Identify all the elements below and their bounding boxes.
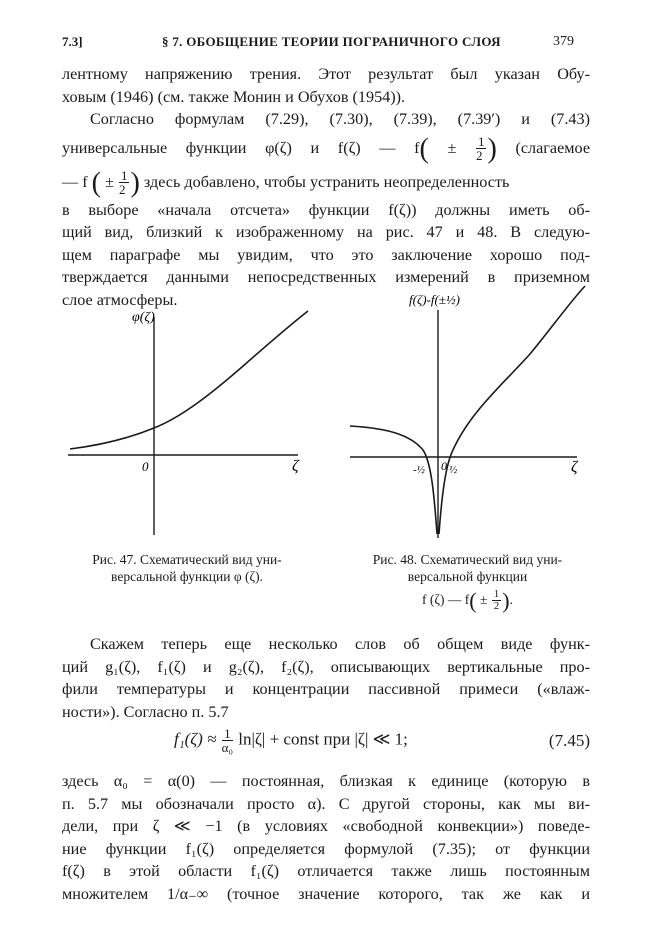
text-line: фили температуры и концентрации пассивной примеси («влаж- — [62, 680, 590, 699]
paragraph-3 — [62, 633, 590, 723]
text-line: тверждается данными непосредственных измерений в приземном — [62, 268, 590, 287]
header-section: 7.3] — [62, 34, 83, 49]
text-line: ности»). Согласно п. 5.7 — [62, 702, 229, 721]
origin-label: 0 — [142, 459, 149, 474]
equation-number: (7.45) — [548, 731, 590, 750]
fraction: $\frac{1}{\text{α₀}}$ — [221, 726, 234, 755]
pos-half-label: ½ — [449, 464, 458, 476]
text-line: множителем 1/α₋∞ (точное значение которого, так же как и — [62, 884, 590, 903]
f-curve-left — [350, 426, 437, 534]
text-line-formula: — f ( ± $\frac{1}{2}$ ) здесь добавлено, чтобы устранить неопределенность — [62, 166, 510, 198]
text-line: f(ζ) в этой области f₁(ζ) отличается также лишь постоянным — [62, 862, 590, 881]
figure-47 — [62, 295, 312, 545]
header-title: § 7. ОБОБЩЕНИЕ ТЕОРИИ ПОГРАНИЧНОГО СЛОЯ — [162, 34, 501, 49]
neg-half-label: -½ — [413, 464, 425, 476]
fraction: $\frac{1}{2}$ — [475, 134, 485, 164]
caption-48: Рис. 48. Схематический вид уни- версальной функции f (ζ) — f( ± $\frac{1}{2}$ ). — [372, 552, 563, 613]
text-line: здесь α₀ = α(0) — постоянная, близкая к единице (которую в — [62, 772, 590, 790]
text-line: дели, при ζ ≪ −1 (в условиях «свободной конвекции») поведе- — [62, 817, 590, 836]
text-line: ховым (1946) (см. также Монин и Обухов (1954)). — [62, 87, 406, 106]
paragraph-4 — [62, 770, 590, 906]
x-axis-label: ζ — [571, 459, 578, 476]
text-line: слое атмосферы. — [62, 290, 178, 309]
x-axis-label: ζ — [292, 458, 299, 475]
paragraph-1 — [62, 63, 590, 108]
running-header — [62, 34, 582, 54]
y-axis-label: f(ζ)-f(±½) — [409, 292, 461, 307]
caption-47: Рис. 47. Схематический вид уни- версальной функции φ (ζ). — [92, 552, 282, 584]
text-line: щем параграфе мы увидим, что это заключение хорошо под- — [62, 245, 590, 264]
text-line: в выборе «начала отсчета» функции f(ζ)) должны иметь об- — [62, 200, 590, 219]
equation-7-45: f₁(ζ) ≈ $\frac{1}{\text{α₀}}$ ln|ζ| + const при |ζ| ≪ 1; (7.45) — [174, 726, 590, 755]
figure-48 — [345, 282, 595, 544]
text-line: щий вид, близкий к изображенному на рис. 47 и 48. В следую- — [62, 223, 590, 242]
y-axis-label: φ(ζ) — [132, 310, 155, 325]
f-curve-right — [439, 286, 585, 534]
text-line: п. 5.7 мы обозначали просто α). С другой стороны, как мы ви- — [62, 794, 590, 813]
page-number: 379 — [553, 34, 574, 49]
text-line: лентному напряжению трения. Этот результат был указан Обу- — [62, 65, 590, 83]
text-line: Скажем теперь еще несколько слов об общем виде функ- — [90, 635, 590, 653]
text-line: ций g₁(ζ), f₁(ζ) и g₂(ζ), f₂(ζ), описывающих вертикальные про- — [62, 657, 590, 676]
origin-label: 0 — [441, 459, 447, 473]
text-line: ние функции f₁(ζ) определяется формулой (7.35); от функции — [62, 839, 590, 858]
text-line: Согласно формулам (7.29), (7.30), (7.39), (7.39′) и (7.43) — [90, 110, 590, 128]
phi-curve — [70, 311, 308, 449]
text-line-formula: универсальные функции φ(ζ) и f(ζ) — f( ± $\frac{1}{2}$ ) (слагаемое — [62, 132, 591, 164]
